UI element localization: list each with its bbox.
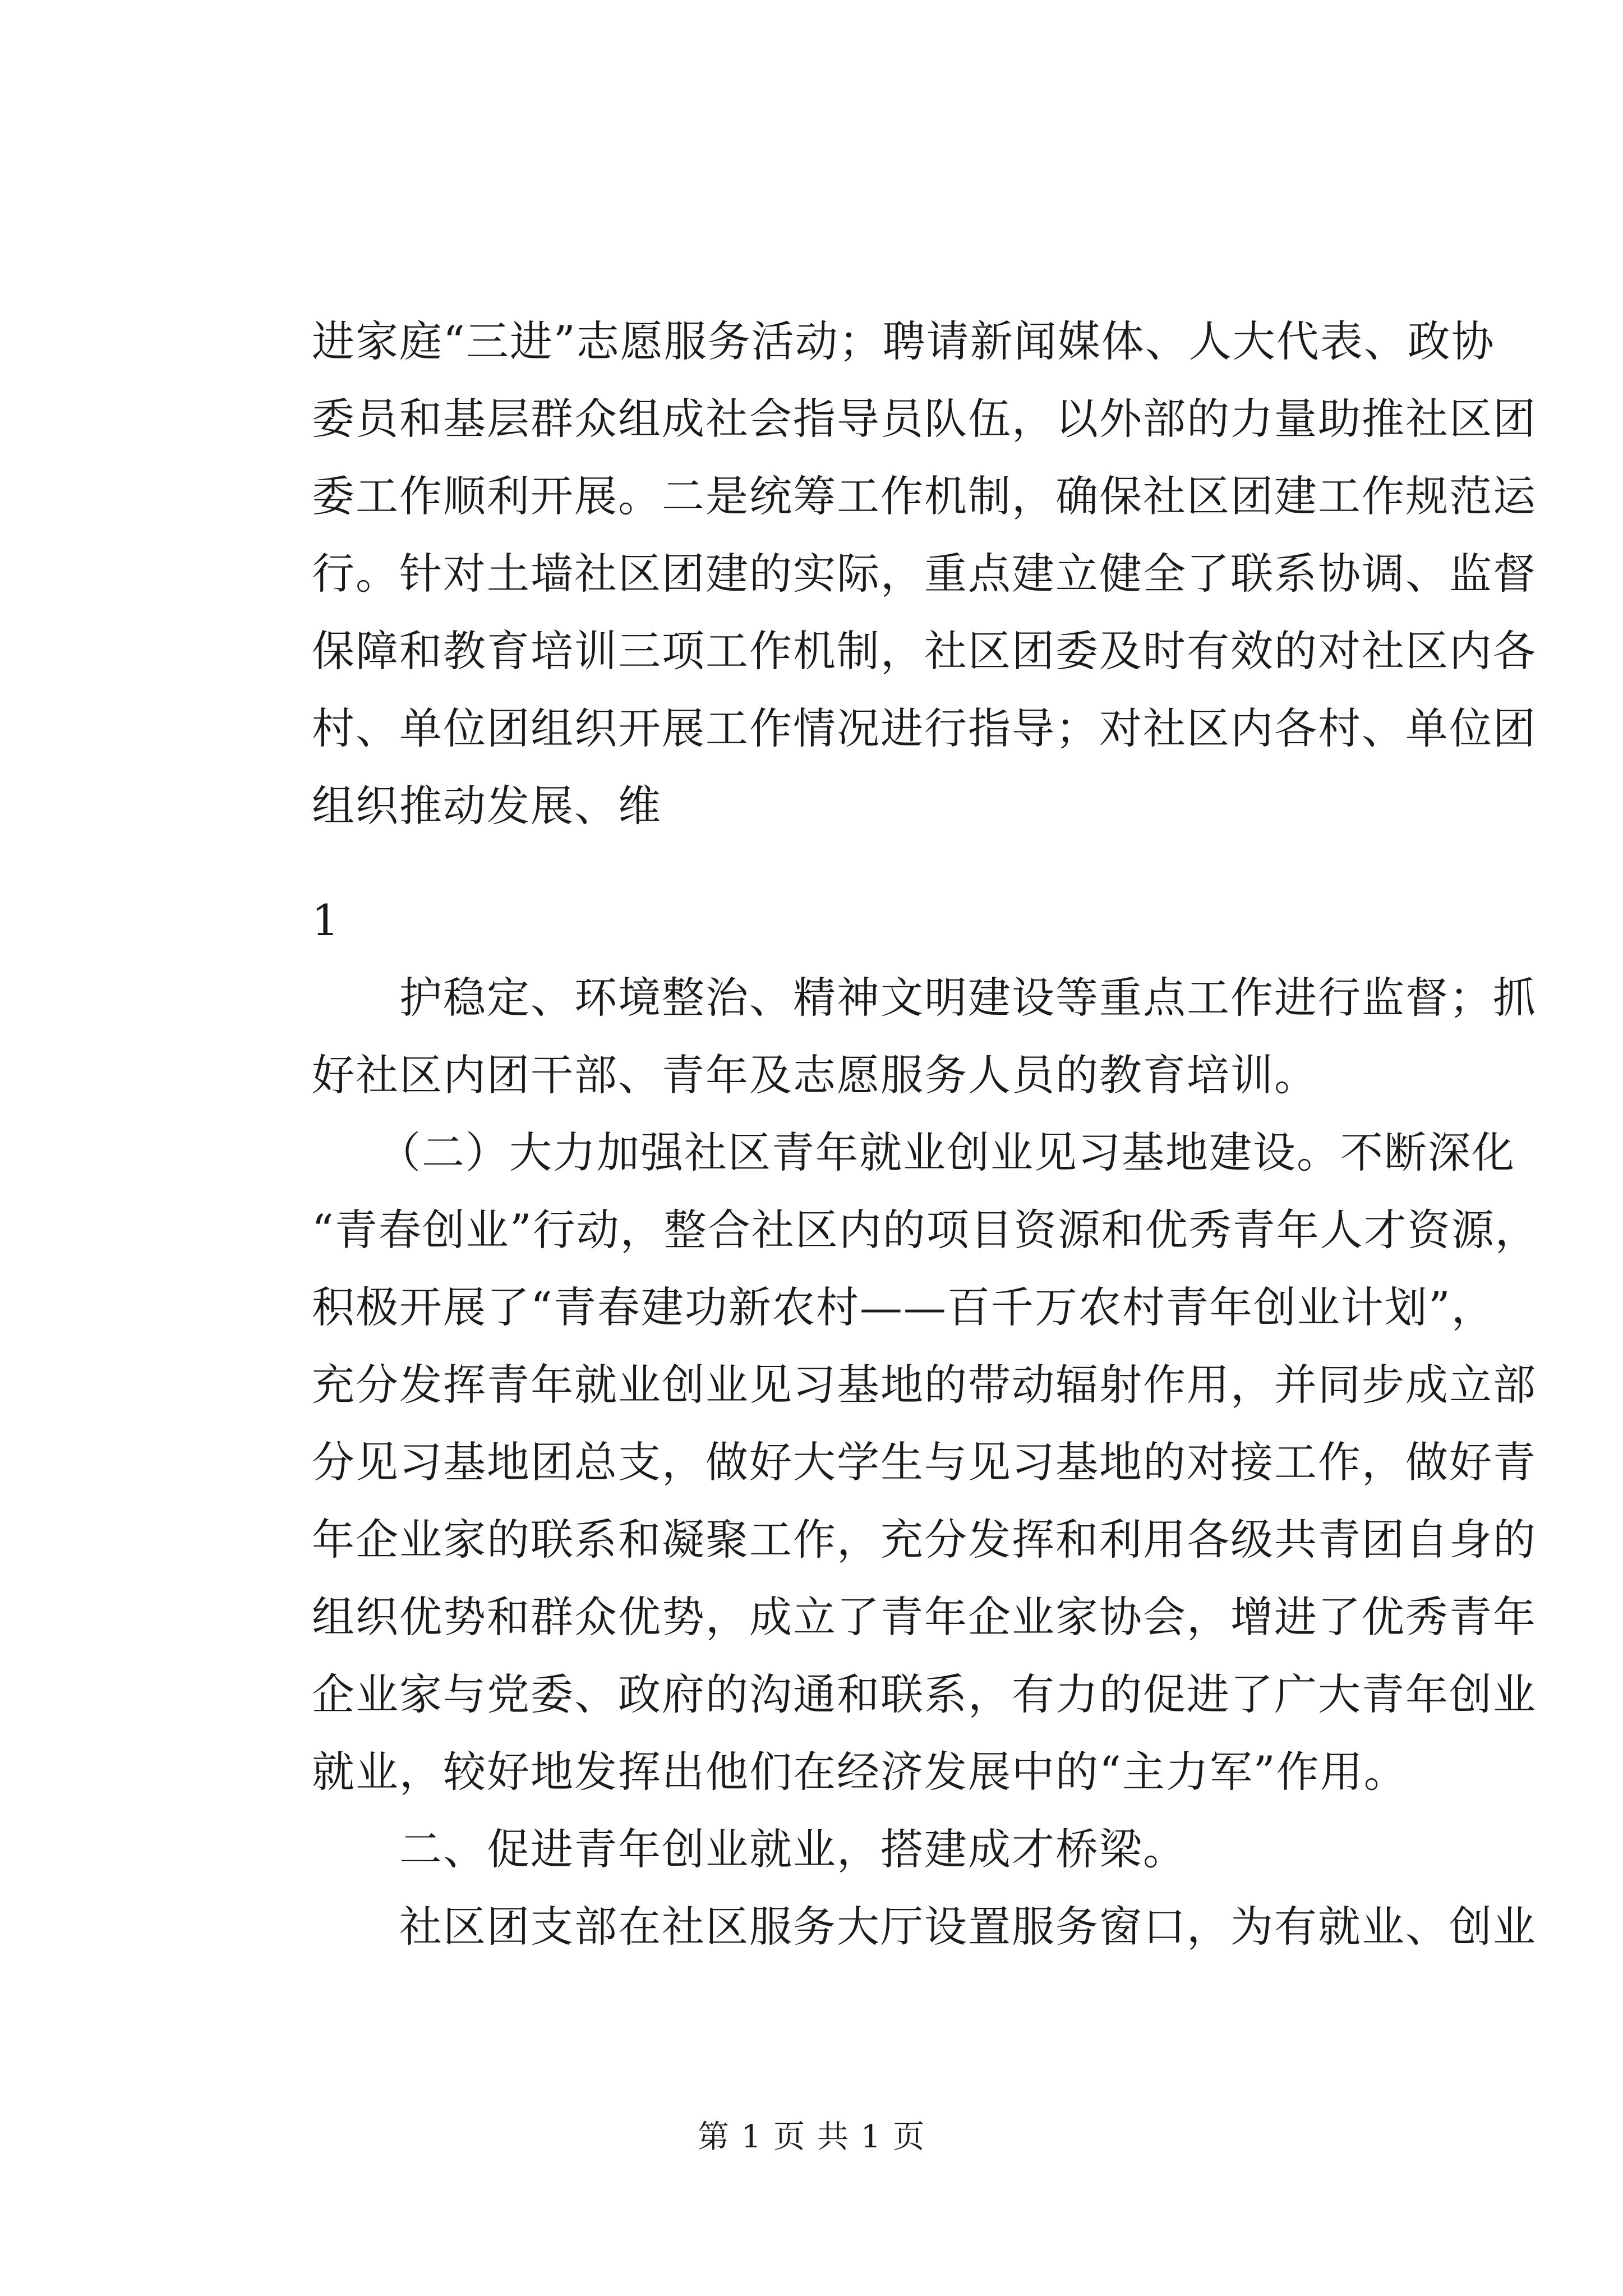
text-line: 社区团支部在社区服务大厅设置服务窗口，为有就业、创业 [312,1902,1537,1952]
text-line: “青春创业”行动，整合社区内的项目资源和优秀青年人才资源， [312,1205,1539,1255]
text-line: 委员和基层群众组成社会指导员队伍，以外部的力量助推社区团 [312,394,1537,444]
text-line: 行。针对土墙社区团建的实际，重点建立健全了联系协调、监督 [312,549,1537,599]
page-footer: 第 1 页 共 1 页 [697,2119,926,2155]
inline-page-number: 1 [312,895,339,945]
text-line: 年企业家的联系和凝聚工作，充分发挥和利用各级共青团自身的 [312,1515,1537,1565]
text-line: 组织优势和群众优势，成立了青年企业家协会，增进了优秀青年 [312,1592,1537,1642]
text-line: 保障和教育培训三项工作机制，社区团委及时有效的对社区内各 [312,626,1537,676]
text-line: 企业家与党委、政府的沟通和联系，有力的促进了广大青年创业 [312,1669,1537,1719]
text-line: 积极开展了“青春建功新农村——百千万农村青年创业计划”， [312,1282,1495,1332]
text-line: 护稳定、环境整治、精神文明建设等重点工作进行监督；抓 [312,973,1537,1023]
body-text-top [312,303,1537,845]
text-line: 分见习基地团总支，做好大学生与见习基地的对接工作，做好青 [312,1437,1537,1487]
text-line: 进家庭“三进”志愿服务活动；聘请新闻媒体、人大代表、政协 [312,316,1495,366]
text-line: 二、促进青年创业就业，搭建成才桥梁。 [312,1824,1187,1874]
text-line: 好社区内团干部、青年及志愿服务人员的教育培训。 [312,1050,1318,1100]
text-line: 充分发挥青年就业创业见习基地的带动辐射作用，并同步成立部 [312,1360,1537,1410]
text-line: 委工作顺利开展。二是统筹工作机制，确保社区团建工作规范运 [312,471,1537,521]
text-line: 就业，较好地发挥出他们在经济发展中的“主力军”作用。 [312,1747,1408,1797]
text-line: （二）大力加强社区青年就业创业见习基地建设。不断深化 [312,1128,1515,1177]
body-text-bottom [312,959,1539,1966]
text-line: 村、单位团组织开展工作情况进行指导；对社区内各村、单位团 [312,703,1537,753]
text-line: 组织推动发展、维 [312,781,662,831]
